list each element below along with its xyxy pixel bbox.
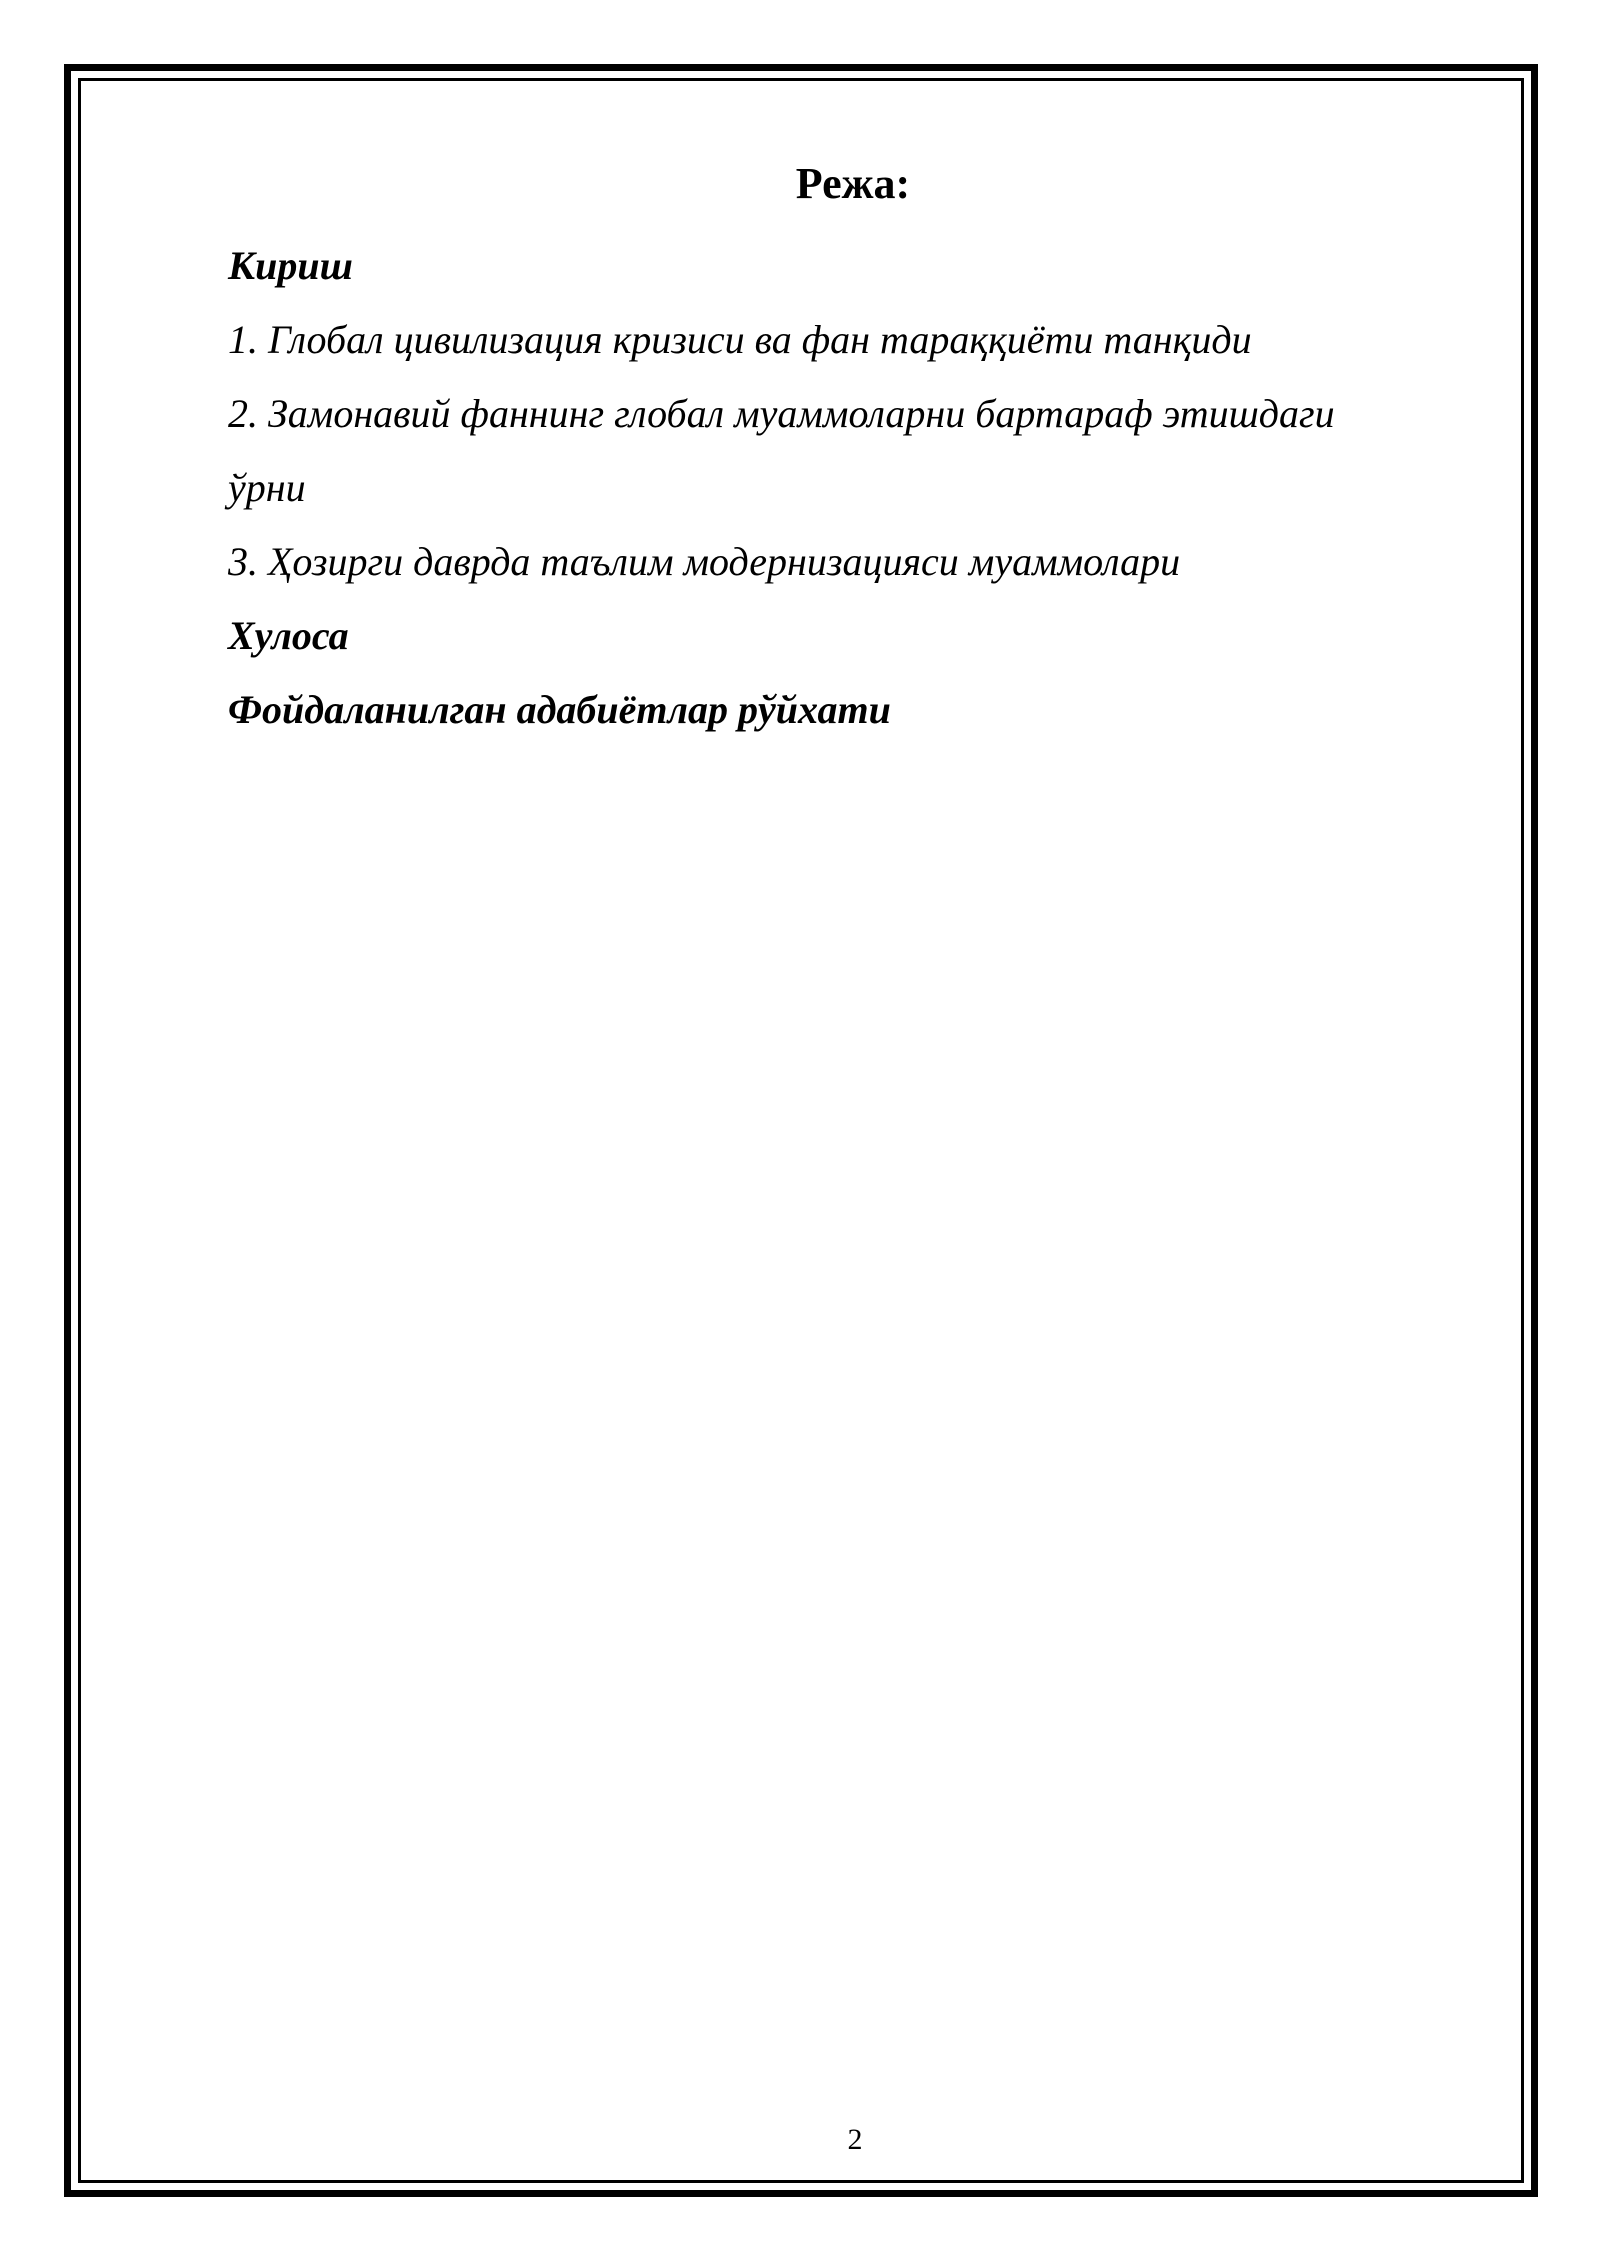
toc-item-text: Ҳозирги даврда таълим модернизацияси муаммолари <box>268 539 1181 584</box>
toc-item-2-continuation: ўрни <box>228 465 306 510</box>
toc-item-3 <box>228 534 1180 590</box>
toc-references: Фойдаланилган адабиётлар рўйхати <box>228 687 891 732</box>
page-title: Режа: <box>795 159 911 208</box>
toc-item-number: 3. <box>228 539 258 584</box>
toc-item-number: 1. <box>228 317 258 362</box>
toc-item-number: 2. <box>228 391 258 436</box>
toc-item-2 <box>228 386 1335 442</box>
page-number: 2 <box>847 2123 863 2156</box>
toc-item-text: Замонавий фаннинг глобал муаммоларни бартараф этишдаги <box>268 391 1335 436</box>
toc-conclusion: Хулоса <box>228 613 349 658</box>
toc-item-text: Глобал цивилизация кризиси ва фан тараққиёти танқиди <box>268 317 1252 362</box>
toc-intro: Кириш <box>228 243 353 288</box>
toc-item-1 <box>228 312 1252 368</box>
